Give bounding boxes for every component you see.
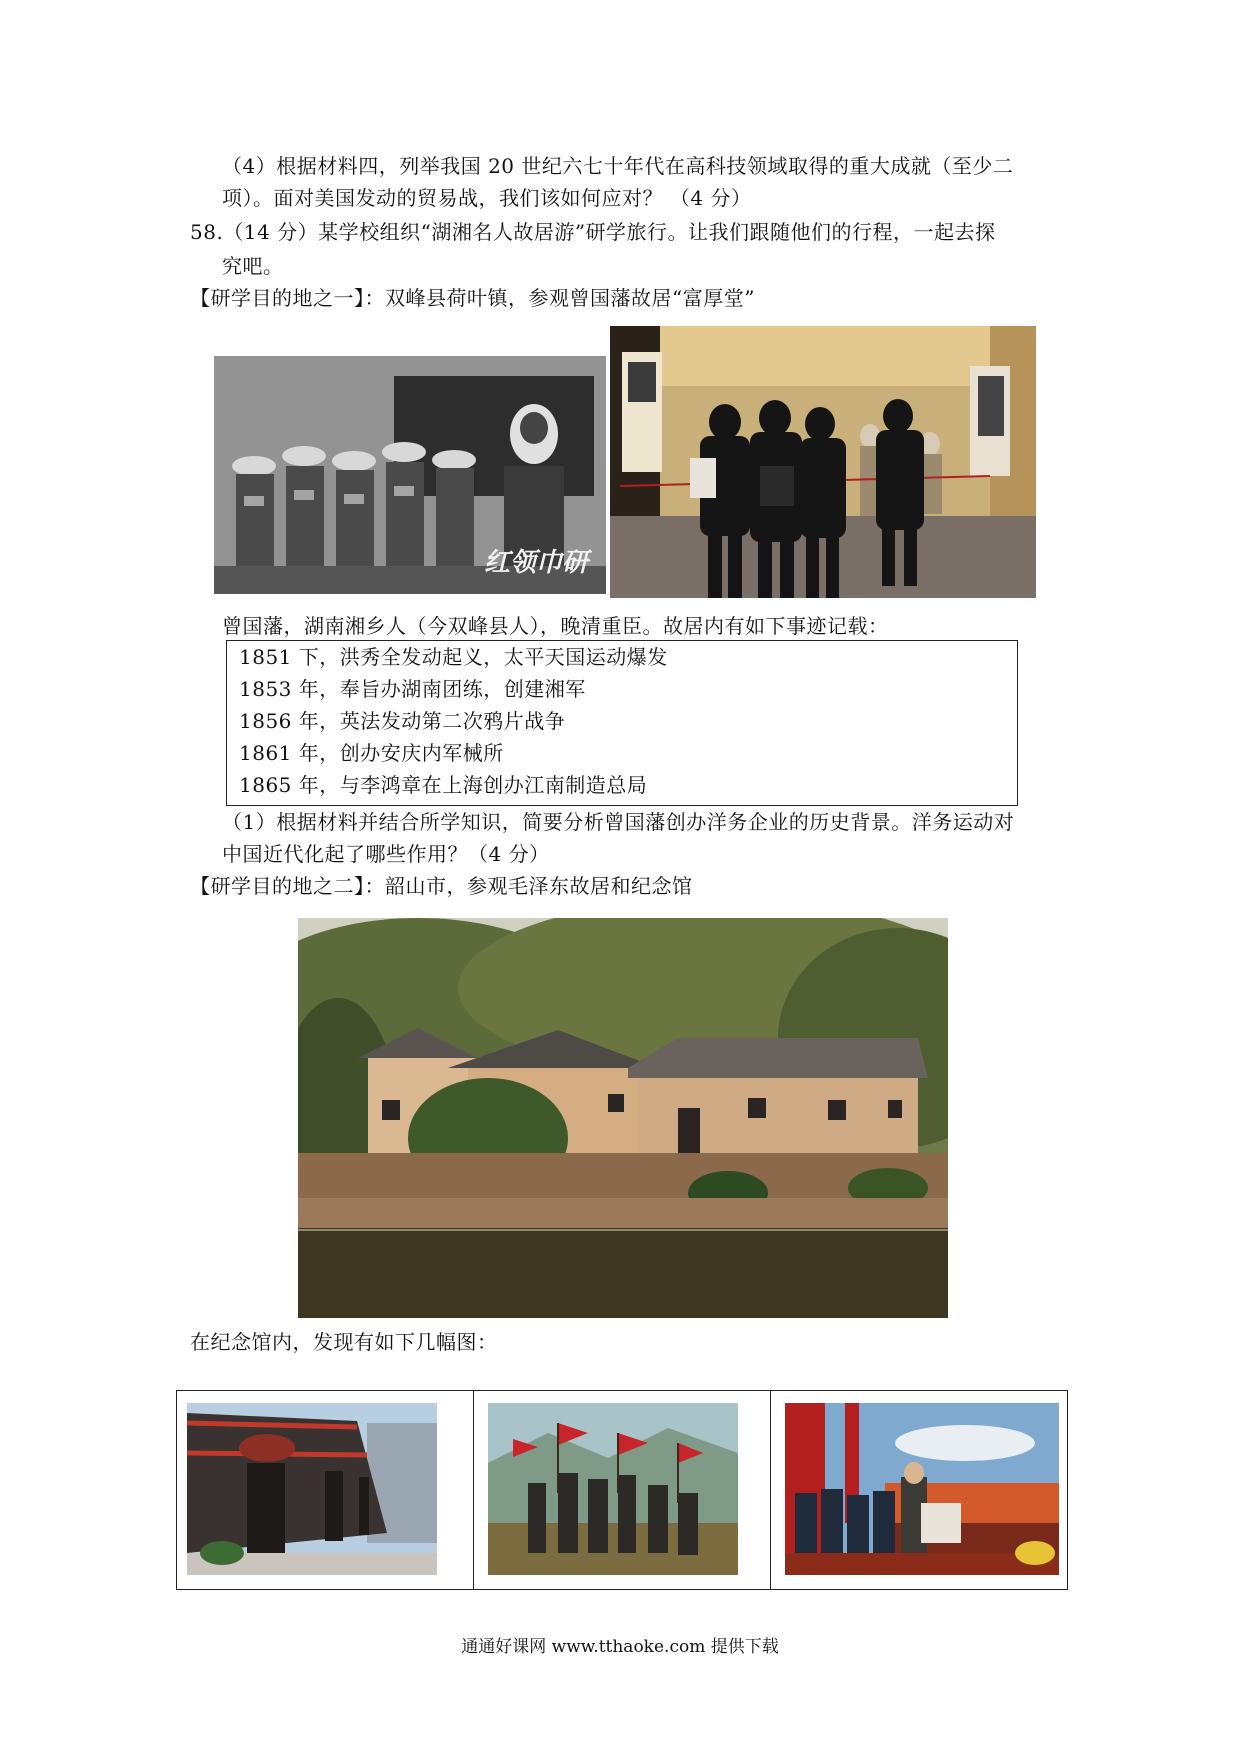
dest1-heading: 【研学目的地之一】：双峰县荷叶镇，参观曾国藩故居“富厚堂” — [190, 286, 755, 310]
q57-part4-line1: （4）根据材料四，列举我国 20 世纪六七十年代在高科技领域取得的重大成就（至少二 — [222, 154, 1014, 178]
memorial-intro: 在纪念馆内，发现有如下几幅图： — [190, 1330, 498, 1354]
pioneer-group-photo — [214, 356, 606, 594]
event-item: 1851 下，洪秀全发动起义，太平天国运动爆发 — [239, 645, 668, 669]
q58-line1: 58.（14 分）某学校组织“湖湘名人故居游”研学旅行。让我们跟随他们的行程，一起去探 — [190, 220, 996, 244]
dest1-question-line1: （1）根据材料并结合所学知识，简要分析曾国藩创办洋务企业的历史背景。洋务运动对 — [222, 810, 1015, 834]
photo-caption: 红领巾研 — [484, 548, 589, 578]
dest1-question-line2: 中国近代化起了哪些作用？（4 分） — [222, 842, 550, 866]
q58-line2: 究吧。 — [222, 254, 284, 278]
dest1-intro: 曾国藩，湖南湘乡人（今双峰县人），晚清重臣。故居内有如下事迹记载： — [222, 614, 889, 638]
brick-building-photo — [187, 1403, 437, 1575]
events-box — [226, 640, 1018, 806]
event-item: 1861 年，创办安庆内军械所 — [239, 741, 504, 765]
q57-part4-line2: 项）。面对美国发动的贸易战，我们该如何应对？ （4 分） — [222, 186, 752, 210]
founding-ceremony-painting — [785, 1403, 1059, 1575]
event-item: 1856 年，英法发动第二次鸦片战争 — [239, 709, 566, 733]
event-item: 1853 年，奉旨办湖南团练，创建湘军 — [239, 677, 586, 701]
image-cell — [771, 1391, 1067, 1589]
footer: 通通好课网 www.tthaoke.com 提供下载 — [461, 1637, 779, 1657]
memorial-images-table — [176, 1390, 1068, 1590]
image-cell — [177, 1391, 474, 1589]
museum-visit-photo — [610, 326, 1036, 598]
former-residence-photo — [298, 918, 948, 1318]
red-army-painting — [488, 1403, 738, 1575]
event-item: 1865 年，与李鸿章在上海创办江南制造总局 — [239, 773, 648, 797]
dest2-heading: 【研学目的地之二】：韶山市，参观毛泽东故居和纪念馆 — [190, 874, 693, 898]
image-cell — [474, 1391, 771, 1589]
